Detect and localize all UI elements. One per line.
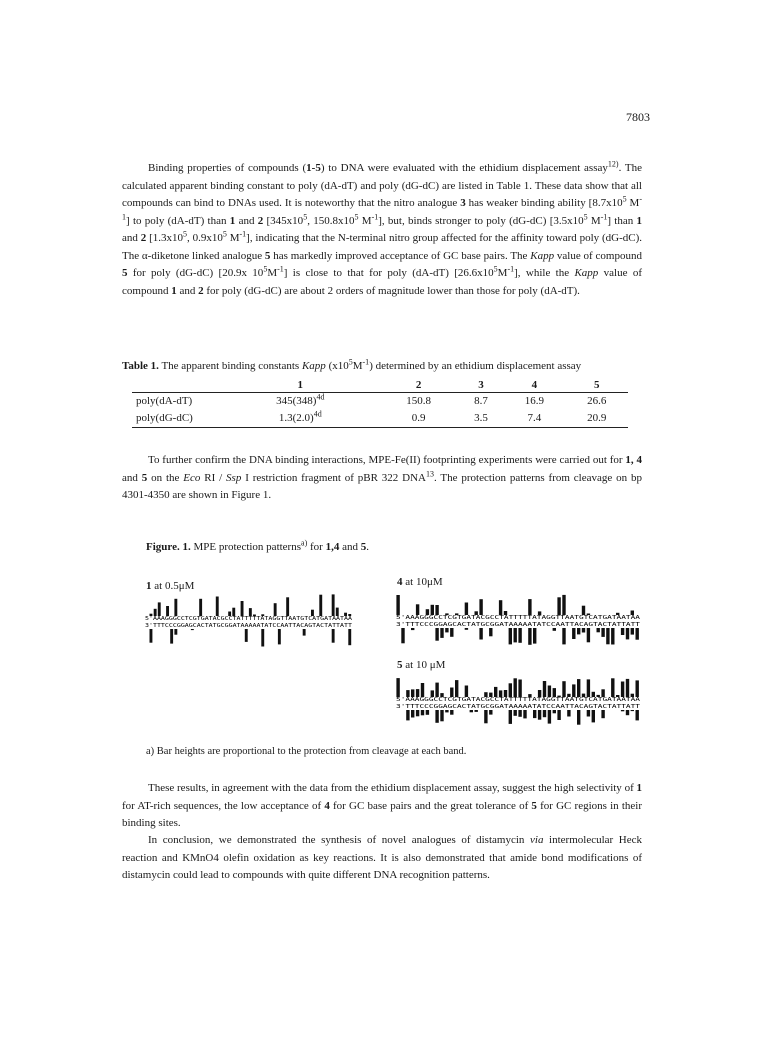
protection-bar (332, 594, 335, 616)
paragraph-conclusion: In conclusion, we demonstrated the synthesis of novel analogues of distamycin via intermolecular Heck reaction and KMnO4 olefin oxidation as key reactions. It is also demonstrated that amide bond modifications of distamycin could lead to compounds with quite different DNA recognition patterns. (122, 834, 642, 881)
protection-bar (518, 628, 521, 643)
protection-bar (499, 600, 502, 615)
protection-bar (597, 695, 600, 697)
protection-bar (228, 612, 231, 617)
protection-bar (518, 710, 521, 717)
protection-bar (416, 710, 419, 716)
protection-bar (479, 599, 482, 615)
protection-bar (440, 710, 443, 721)
protection-bar (553, 710, 556, 713)
page-number: 7803 (626, 110, 650, 124)
footprint-panel-1 (145, 588, 352, 650)
table-header-cell: 3 (459, 378, 504, 393)
protection-bar (548, 710, 551, 724)
dna-strand-bottom: 3'TTTCCCGGAGCACTATGCGGATAAAAATATCCAATTACAGTACTATTATT (396, 704, 640, 710)
protection-bar (597, 628, 600, 632)
protection-bar (528, 628, 531, 645)
protection-bar (348, 629, 351, 645)
protection-bar (587, 679, 590, 697)
protection-bar (401, 628, 404, 643)
protection-bar (174, 599, 177, 616)
protection-bar (435, 683, 438, 697)
protection-bar (621, 682, 624, 698)
protection-bar (416, 604, 419, 615)
footprint-panel-4 (396, 588, 640, 648)
protection-bar (611, 678, 614, 697)
table-header-cell: 5 (566, 378, 628, 393)
protection-bar (261, 629, 264, 647)
protection-bar (411, 689, 414, 697)
table-row (132, 410, 628, 428)
protection-bar (303, 629, 306, 636)
dna-strand-top: 5'AAAGGGCCTCGTGATACGCCTATTTTTATAGGTTAATGTCATGATAATAA (396, 615, 640, 621)
protection-bar (543, 681, 546, 697)
protection-bar (421, 710, 424, 715)
paragraph-results: These results, in agreement with the data from the ethidium displacement assay, suggest the high selectivity of 1 for AT-rich sequences, the low acceptance of 4 for GC base pairs and the great tolerance of 5 for GC regions in their binding sites. (122, 782, 643, 829)
protection-bar (518, 680, 521, 698)
protection-bar (626, 679, 629, 697)
protection-bar (216, 597, 219, 617)
protection-bar (601, 689, 604, 697)
protection-bar (154, 609, 157, 616)
protection-bar (336, 608, 339, 616)
protection-bar (489, 710, 492, 715)
protection-bar (174, 629, 177, 635)
protection-bar (616, 695, 619, 697)
table-cell: 7.4 (503, 410, 565, 428)
protection-bar (311, 610, 314, 616)
protection-bar (435, 605, 438, 615)
table-caption: Table 1. The apparent binding constants Kapp $(x10^5M^{-1})$ determined by an ethidium displacement assay (122, 357, 582, 372)
protection-bar (278, 629, 281, 644)
protection-bar (567, 710, 570, 717)
table-cell: 26.6 (587, 395, 607, 407)
protection-bar (348, 614, 351, 616)
protection-bar (562, 628, 565, 644)
protection-bar (450, 688, 453, 698)
protection-bar (592, 692, 595, 697)
protection-bar (416, 689, 419, 697)
panel-label-compound-5: 5 at 10 μM (397, 659, 446, 671)
protection-bar (514, 628, 517, 642)
protection-bar (626, 710, 629, 715)
protection-bar (455, 613, 458, 615)
protection-bar (475, 710, 478, 712)
protection-bar (344, 613, 347, 616)
protection-bar (636, 628, 639, 640)
table-cell: 20.9 (566, 410, 628, 428)
protection-bar (582, 606, 585, 615)
protection-bar (489, 628, 492, 636)
protection-bar (557, 597, 560, 615)
figure-footnote: a) Bar heights are proportional to the protection from cleavage at each band. (146, 746, 467, 757)
protection-bar (557, 710, 560, 720)
protection-bar (548, 686, 551, 698)
protection-bar (631, 611, 634, 616)
protection-bar (319, 595, 322, 616)
table-header-cell: 4 (503, 378, 565, 393)
protection-bar (514, 678, 517, 697)
protection-bar (611, 628, 614, 645)
protection-bar (616, 613, 619, 615)
figure-caption: Figure. 1. MPE protection patterns$^{a)}$ for 1,4 and 5. (146, 538, 369, 553)
protection-bar (450, 710, 453, 715)
protection-bar (562, 681, 565, 697)
protection-bar (470, 710, 473, 712)
protection-bar (533, 628, 536, 644)
protection-bar (286, 597, 289, 616)
protection-bar (199, 599, 202, 616)
protection-bar (332, 629, 335, 643)
table-row (132, 393, 628, 411)
dna-strand-top: 5'AAAGGGCCTCGTGATACGCCTATTTTTATAGGTTAATGTCATGATAATAA (396, 697, 640, 703)
table-cell: 8.7 (474, 395, 488, 407)
protection-bar (631, 710, 634, 711)
protection-bar (572, 628, 575, 639)
protection-bar (567, 694, 570, 697)
protection-bar (553, 628, 556, 631)
protection-bar (499, 690, 502, 697)
protection-bar (557, 696, 560, 697)
protection-bar (582, 628, 585, 633)
protection-bar (621, 628, 624, 635)
protection-bar (553, 688, 556, 697)
protection-bar (484, 692, 487, 697)
protection-bar (245, 629, 248, 642)
protection-bar (396, 595, 399, 615)
protection-bar (626, 628, 629, 639)
protection-bar (592, 710, 595, 722)
protection-bar (253, 615, 256, 617)
table-header-cell: 2 (379, 378, 459, 393)
protection-bar (631, 628, 634, 635)
protection-bar (465, 628, 468, 630)
protection-bar (396, 678, 399, 697)
protection-bar (450, 628, 453, 637)
table-cell: 0.9 (379, 410, 459, 428)
protection-bar (587, 710, 590, 717)
table-cell: $345(348)^{4d}$ (276, 392, 325, 407)
protection-bar (479, 628, 482, 640)
table-header-row (132, 378, 628, 393)
protection-bar (538, 690, 541, 697)
protection-bar (582, 694, 585, 697)
protection-bar (406, 690, 409, 697)
table-cell: $1.3(2.0)^{4d}$ (222, 410, 379, 428)
protection-bar (562, 595, 565, 615)
protection-bar (587, 628, 590, 642)
row-label: poly(dG-dC) (132, 410, 222, 428)
dna-strand-bottom: 3'TTTCCCGGAGCACTATGCGGATAAAAATATCCAATTACAGTACTATTATT (145, 623, 352, 629)
protection-bar (631, 694, 634, 697)
protection-bar (538, 710, 541, 720)
protection-bar (475, 611, 478, 615)
paragraph-footprinting: To further confirm the DNA binding interactions, MPE-Fe(II) footprinting experiments were carried out for 1, 4 and 5 on the Eco RI / Ssp I restriction fragment of pBR 322 DNA$^{13}$. The protection patterns from cleavage on bp 4301-4350 are shown in Figure 1. (122, 454, 643, 501)
protection-bar (577, 710, 580, 725)
protection-bar (572, 684, 575, 697)
protection-bar (426, 609, 429, 615)
protection-bar (528, 599, 531, 615)
protection-bar (445, 628, 448, 632)
protection-bar (241, 601, 244, 616)
dna-strand-top: 5'AAAGGGCCTCGTGATACGCCTATTTTTATAGGTTAATGTCATGATAATAA (145, 616, 352, 622)
dna-strand-bottom: 3'TTTCCCGGAGCACTATGCGGATAAAAATATCCAATTACAGTACTATTATT (396, 622, 640, 628)
protection-bar (636, 710, 639, 720)
protection-bar (249, 608, 252, 616)
protection-bar (538, 611, 541, 615)
row-label: poly(dA-dT) (136, 395, 193, 407)
protection-bar (440, 693, 443, 697)
protection-bar (435, 628, 438, 641)
protection-bar (426, 710, 429, 715)
protection-bar (465, 603, 468, 616)
protection-bar (601, 628, 604, 637)
protection-bar (411, 710, 414, 718)
panel-label-compound-4: 4 at 10μM (397, 576, 443, 588)
protection-bar (411, 628, 414, 630)
protection-bar (431, 690, 434, 697)
table-cell: 16.9 (524, 395, 545, 407)
protection-bar (533, 710, 536, 718)
paragraph-binding-properties: Binding properties of compounds (1-5) to DNA were evaluated with the ethidium displacement assay$^{12)}$. The calculated apparent binding constant to poly (dA-dT) and poly (dG-dC) are listed in Table 1. These data show that all compounds can bind to DNAs used. It is noteworthy that the nitro analogue 3 has weaker binding ability [$8.7x10^5$ $M^{-1}$] to poly (dA-dT) than 1 and 2 [$345x10^5$, $150.8x10^5$ $M^{-1}$], but, binds stronger to poly (dG-dC) [$3.5x10^5$ $M^{-1}$] than 1 and 2 [$1.3x10^5$, $0.9x10^5$ $M^{-1}$], indicating that the N-terminal nitro group affected for the affinity toward poly (dG-dC). The α-diketone linked analogue 5 has markedly improved acceptance of GC base pairs. The Kapp value of compound 5 for poly (dG-dC) [20.9x $10^5M^{-1}$] is close to that for poly (dA-dT) $[26.6x10^5M^{-1}]$, while the Kapp value of compound 1 and 2 for poly (dG-dC) are about 2 orders of magnitude lower than those for poly (dA-dT). (122, 159, 643, 297)
protection-bar (406, 710, 409, 720)
binding-constants-table (132, 378, 628, 428)
protection-bar (465, 686, 468, 698)
protection-bar (509, 628, 512, 644)
protection-bar (440, 628, 443, 638)
protection-bar (577, 628, 580, 634)
protection-bar (232, 608, 235, 616)
protection-bar (636, 680, 639, 697)
protection-bar (606, 628, 609, 644)
protection-bar (435, 710, 438, 723)
protection-bar (528, 694, 531, 697)
protection-bar (587, 614, 590, 616)
protection-bar (150, 629, 153, 643)
protection-bar (621, 710, 624, 711)
protection-bar (170, 629, 173, 644)
protection-bar (166, 606, 169, 616)
protection-bar (431, 605, 434, 615)
table-header-cell: 1 (222, 378, 379, 393)
protection-bar (601, 710, 604, 718)
table-cell: 150.8 (406, 395, 431, 407)
protection-bar (421, 683, 424, 697)
panel-label-compound-1: 1 at 0.5μM (146, 580, 195, 592)
protection-bar (543, 710, 546, 717)
protection-bar (445, 710, 448, 712)
protection-bar (261, 614, 264, 616)
protection-bar (514, 710, 517, 716)
protection-bar (484, 710, 487, 723)
protection-bar (523, 710, 526, 718)
table-cell: 3.5 (459, 410, 504, 428)
footprint-panel-5 (396, 672, 640, 728)
protection-bar (274, 603, 277, 616)
protection-bar (191, 629, 194, 630)
protection-bar (509, 710, 512, 724)
protection-bar (150, 614, 153, 616)
protection-bar (158, 602, 161, 616)
table-corner (132, 378, 222, 393)
protection-bar (509, 683, 512, 697)
protection-bar (455, 680, 458, 697)
protection-bar (489, 693, 492, 697)
protection-bar (504, 611, 507, 615)
protection-bar (504, 690, 507, 697)
protection-bar (445, 613, 448, 615)
protection-bar (494, 687, 497, 697)
protection-bar (577, 679, 580, 697)
